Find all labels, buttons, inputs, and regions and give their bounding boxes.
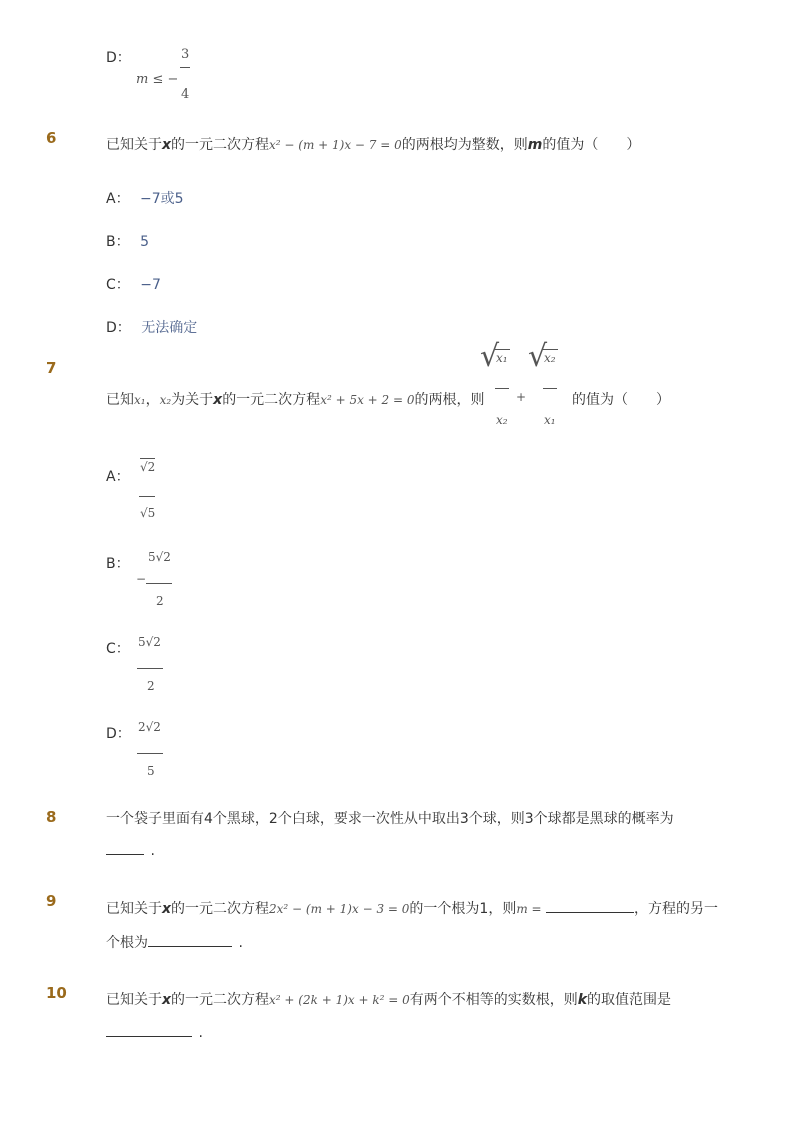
q10-var-k: k [577,992,588,1008]
option-letter: B： [106,234,130,250]
fraction-bar [139,496,155,497]
q7-equation: x² + 5x + 2 = 0 [320,393,415,407]
option-letter: C： [106,641,130,657]
q10-equation: x² + (2k + 1)x + k² = 0 [269,993,410,1007]
option-numerator: √2 [140,460,156,474]
q7-expr-bar1 [495,388,509,389]
q5-option-d-letter: D： [106,50,131,66]
option-text: 无法确定 [141,320,198,336]
option-denominator: √5 [140,506,156,520]
q6-equation: x² − (m + 1)x − 7 = 0 [269,138,402,152]
q9-stem-tail: ，方程的另一 [634,901,719,917]
q7-stem-mid1: 为关于 [171,392,214,408]
q6-option-b[interactable] [106,231,149,251]
q7-option-c[interactable] [106,630,196,700]
q8-line1: 一个袋子里面有4个黑球，2个白球，要求一次性从中取出3个球，则3个球都是黑球的概率为 [106,811,674,827]
q7-x2: x₂ [159,393,172,407]
option-letter: C： [106,277,130,293]
q9-m-eq: m = [516,902,542,916]
radical-icon: √ [480,339,500,374]
q9-stem [106,898,718,918]
q10-stem [106,989,671,1009]
answer-blank-m[interactable] [546,900,634,913]
q6-stem-post1: 的两根均为整数，则 [401,137,528,153]
q9-line2 [106,932,243,952]
option-letter: A： [106,469,130,485]
q5-option-d-lhs: m ≤ − [136,72,179,87]
q7-stem [106,389,485,409]
option-text: −7 [140,277,161,293]
q7-expression [480,340,560,430]
q10-line2 [106,1024,203,1041]
radical-icon: √ [528,339,548,374]
q5-option-d-bar [180,67,190,68]
q7-var-x: x [213,392,223,408]
q6-option-c[interactable] [106,274,161,294]
q7-option-b[interactable] [106,544,196,614]
question-number: 9 [46,892,57,910]
q9-stem-mid: 的一元二次方程 [171,901,270,917]
q7-stem-mid3: 的两根，则 [414,392,485,408]
q7-expr-plus: + [516,390,527,404]
q6-option-d[interactable] [106,317,197,337]
q9-stem-pre: 已知关于 [106,901,162,917]
q10-stem-post: 有两个不相等的实数根，则 [409,992,578,1008]
fraction-bar [137,668,163,669]
q10-line2-end: . [198,1025,203,1041]
q7-stem-mid2: 的一元二次方程 [222,392,321,408]
option-numerator: 2√2 [138,720,161,734]
q7-expr-num1: x₁ [496,351,508,365]
option-letter: D： [106,320,131,336]
q7-option-a[interactable] [106,458,186,528]
option-numerator: 5√2 [138,635,161,649]
question-number: 7 [46,359,57,377]
option-letter: B： [106,556,130,572]
q7-expr-den2: x₁ [544,413,556,427]
fraction-bar [137,753,163,754]
q5-option-d-den: 4 [181,87,190,102]
answer-blank-root[interactable] [148,934,232,947]
option-text: 5 [140,234,149,250]
q6-stem-pre: 已知关于 [106,137,162,153]
q9-line2-end: . [238,935,243,951]
q9-line2-text: 个根为 [106,935,148,951]
q5-option-d-num: 3 [181,47,190,62]
q10-stem-mid: 的一元二次方程 [171,992,270,1008]
q6-stem-mid: 的一元二次方程 [171,137,270,153]
q9-stem-post: 的一个根为1，则 [409,901,517,917]
q7-expr-num2: x₂ [544,351,556,365]
q10-stem-pre: 已知关于 [106,992,162,1008]
option-sign: − [136,572,147,586]
q7-stem-post: 的值为（ ） [572,392,670,408]
q6-stem [106,134,640,154]
option-denominator: 5 [147,764,155,778]
q7-expr-bar2 [543,388,557,389]
option-numerator: 5√2 [148,550,171,564]
q10-stem-tail: 的取值范围是 [587,992,672,1008]
option-letter: A： [106,191,130,207]
q10-var-x: x [162,992,172,1008]
answer-blank[interactable] [106,1024,192,1037]
q7-comma: ， [145,392,160,408]
option-text: −7或5 [140,191,184,207]
option-denominator: 2 [156,594,164,608]
q7-expr-den1: x₂ [496,413,508,427]
fraction-bar [146,583,172,584]
question-number: 8 [46,808,57,826]
q8-line2-end: . [150,843,155,859]
q6-stem-post2: 的值为（ ） [542,137,641,153]
question-number: 6 [46,129,57,147]
q9-equation: 2x² − (m + 1)x − 3 = 0 [269,902,410,916]
q7-option-d[interactable] [106,715,196,785]
answer-blank[interactable] [106,842,144,855]
q6-option-a[interactable] [106,188,184,208]
q9-var-x: x [162,901,172,917]
q7-x1: x₁ [134,393,146,407]
option-letter: D： [106,726,131,742]
option-denominator: 2 [147,679,155,693]
q6-var-x: x [162,137,172,153]
question-number: 10 [46,984,67,1002]
q8-line2 [106,842,155,859]
q6-var-m: m [527,137,543,153]
q7-stem-pre: 已知 [106,392,134,408]
